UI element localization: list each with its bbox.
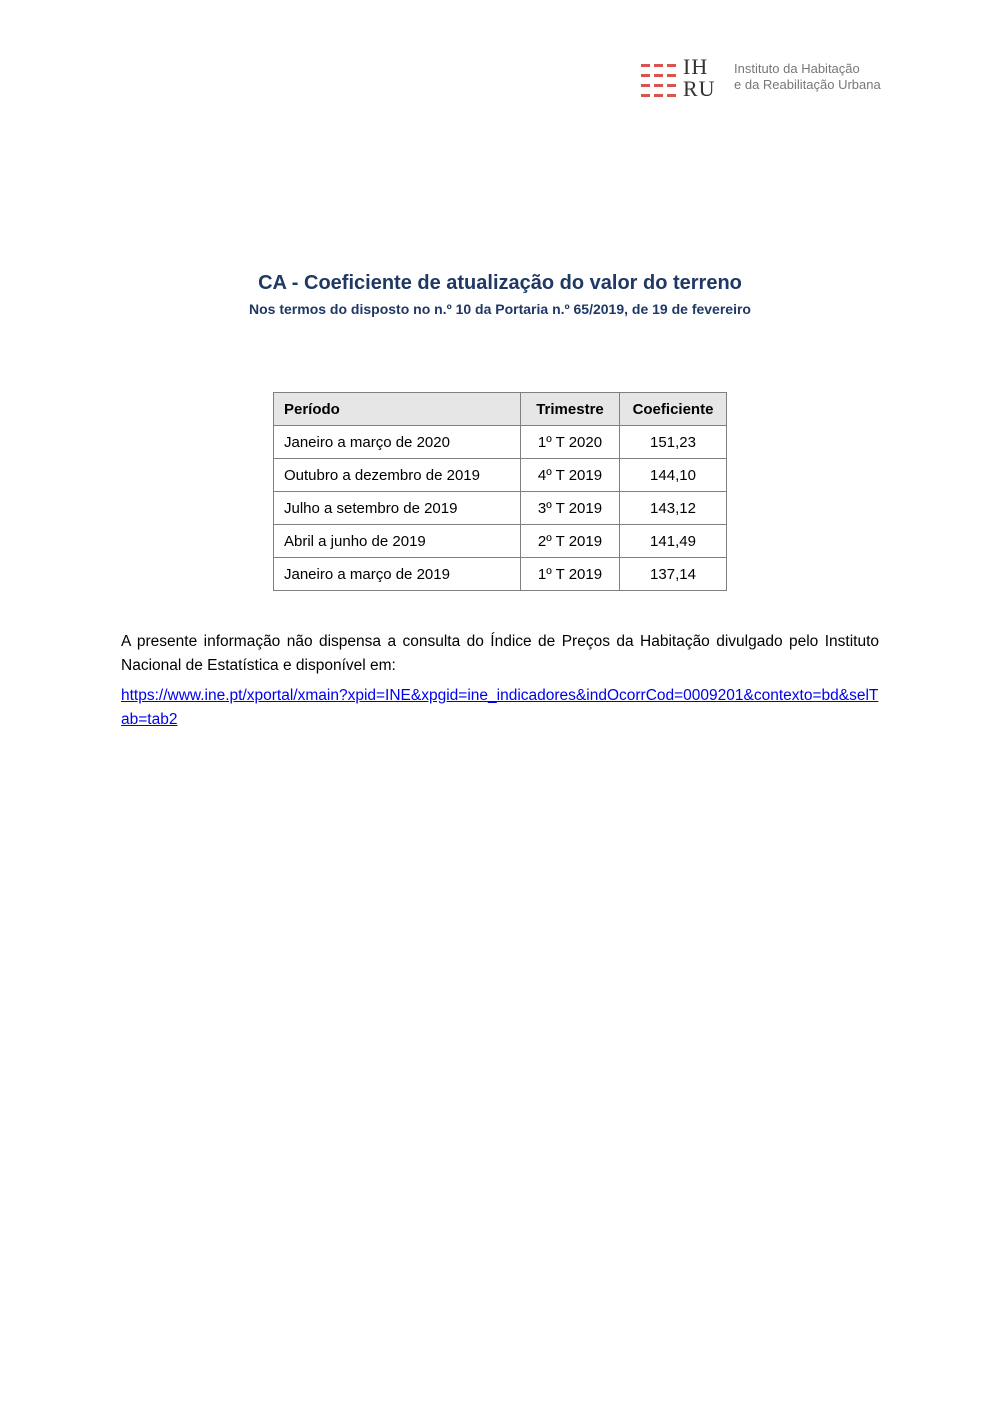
info-note: A presente informação não dispensa a consulta do Índice de Preços da Habitação divulgado pelo Instituto Nacional de Estatística e disponível em: (121, 633, 879, 674)
logo-stripes-icon (641, 62, 677, 98)
table-row (274, 459, 727, 492)
ine-link[interactable]: https://www.ine.pt/xportal/xmain?xpid=INE&xpgid=ine_indicadores&indOcorrCod=0009201&contexto=bd&selTab=tab2 (121, 687, 879, 728)
cell-trimestre: 4º T 2019 (521, 459, 620, 492)
cell-coeficiente: 143,12 (620, 492, 727, 525)
cell-periodo: Outubro a dezembro de 2019 (274, 459, 521, 492)
table-row (274, 558, 727, 591)
logo-letters (683, 56, 723, 100)
header-trimestre: Trimestre (521, 393, 620, 426)
table-header-row (274, 393, 727, 426)
cell-trimestre: 2º T 2019 (521, 525, 620, 558)
header-coeficiente: Coeficiente (620, 393, 727, 426)
cell-periodo: Julho a setembro de 2019 (274, 492, 521, 525)
table-row (274, 492, 727, 525)
cell-coeficiente: 151,23 (620, 426, 727, 459)
cell-trimestre: 1º T 2020 (521, 426, 620, 459)
logo-letters-bottom: RU (683, 76, 716, 101)
logo-text (734, 61, 884, 93)
cell-periodo: Abril a junho de 2019 (274, 525, 521, 558)
title-block (0, 270, 1000, 318)
table-row (274, 426, 727, 459)
cell-coeficiente: 144,10 (620, 459, 727, 492)
cell-periodo: Janeiro a março de 2019 (274, 558, 521, 591)
cell-coeficiente: 137,14 (620, 558, 727, 591)
logo-line-2: e da Reabilitação Urbana (734, 77, 881, 92)
table-row (274, 525, 727, 558)
coefficient-table (273, 392, 727, 591)
cell-coeficiente: 141,49 (620, 525, 727, 558)
cell-periodo: Janeiro a março de 2020 (274, 426, 521, 459)
cell-trimestre: 3º T 2019 (521, 492, 620, 525)
header-periodo: Período (274, 393, 521, 426)
logo-letters-top: IH (683, 54, 709, 79)
cell-trimestre: 1º T 2019 (521, 558, 620, 591)
logo-line-1: Instituto da Habitação (734, 61, 860, 76)
page-subtitle: Nos termos do disposto no n.º 10 da Portaria n.º 65/2019, de 19 de fevereiro (249, 301, 751, 317)
page-title: CA - Coeficiente de atualização do valor do terreno (258, 272, 742, 294)
